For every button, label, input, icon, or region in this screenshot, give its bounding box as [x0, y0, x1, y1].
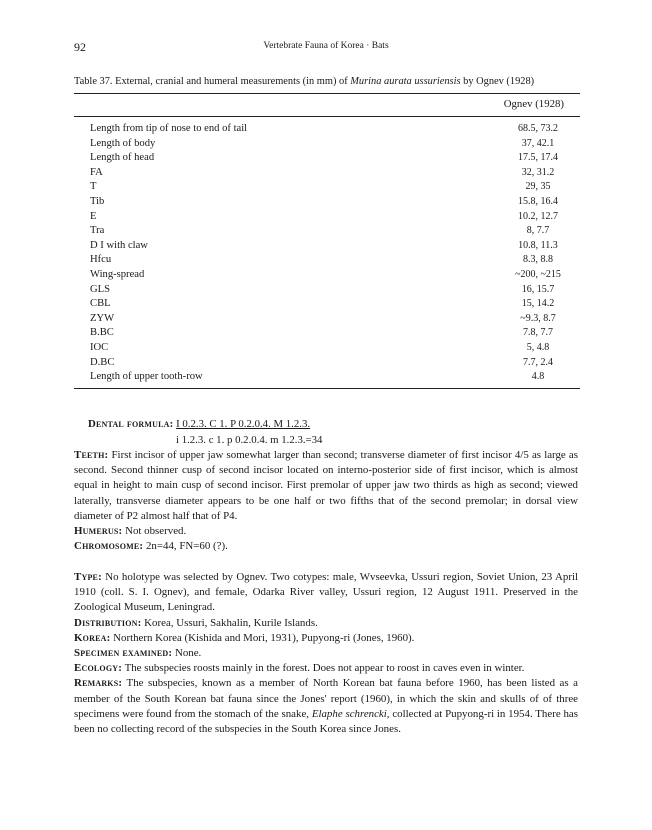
row-label: Tib [90, 195, 105, 207]
row-label: FA [90, 166, 103, 178]
row-value: ~9.3, 8.7 [520, 312, 556, 324]
ecology-paragraph [74, 661, 578, 676]
row-value: 29, 35 [525, 181, 551, 193]
row-label: IOC [90, 341, 109, 353]
humerus-paragraph [74, 524, 578, 539]
row-value: 68.5, 73.2 [518, 123, 558, 134]
table-row [74, 211, 580, 226]
distribution-paragraph [74, 616, 578, 631]
chromosome-paragraph [74, 539, 578, 554]
teeth-heading: Teeth: [74, 449, 109, 461]
table-row [74, 254, 580, 269]
row-value: 7.7, 2.4 [523, 356, 553, 368]
table-row [74, 313, 580, 328]
table-body [74, 117, 580, 388]
table-row [74, 196, 580, 211]
table-row [74, 240, 580, 255]
korea-paragraph [74, 631, 578, 646]
type-paragraph [74, 570, 578, 616]
table-caption [74, 76, 584, 87]
row-label: D.BC [90, 356, 115, 368]
specimen-text: None. [172, 647, 202, 660]
remarks-text-a: The subspecies, known as a member of North Korean bat fauna before 1960, has been listed as a member of the South Korean bat fauna since the Jones' report (1960), in which the skin and skulls of of three specimens were found from the stomach of the snake, [74, 677, 578, 720]
teeth-section [74, 448, 578, 554]
specimen-heading: Specimen examined: [74, 647, 173, 660]
table-row [74, 152, 580, 167]
running-head: Vertebrate Fauna of Korea · Bats [263, 41, 389, 51]
dental-formula-heading: Dental formula: [88, 418, 174, 430]
ecology-text: The subspecies roosts mainly in the forest. Does not appear to roost in caves even in winter. [122, 662, 525, 675]
chromosome-text: 2n=44, FN=60 (?). [143, 540, 228, 553]
korea-text: Northern Korea (Kishida and Mori, 1931), Pupyong-ri (Jones, 1960). [110, 631, 415, 644]
table-row [74, 138, 580, 153]
chromosome-heading: Chromosome: [74, 540, 144, 553]
dental-formula-upper-text: I 0.2.3. C 1. P 0.2.0.4. M 1.2.3. [176, 418, 311, 430]
row-value: 7.8, 7.7 [523, 327, 553, 339]
distribution-heading: Distribution: [74, 616, 142, 629]
row-label: Hfcu [90, 254, 112, 266]
row-label: CBL [90, 298, 111, 310]
row-label: Wing-spread [90, 268, 145, 280]
teeth-text: First incisor of upper jaw somewhat larger than second; transverse diameter of first incisor 4/5 as large as second. Second thinner cusp of second incisor located on interno-posterior side of first incisor, which is almost equal in height to main cusp of second incisor. First premolar of upper jaw two thirds as high as second; viewed laterally, transverse diameter appears to be one half or two fifths that of the second premolar; in dorsal view diameter of P2 almost half that of P4. [74, 449, 578, 522]
row-value: 8.3, 8.8 [523, 254, 553, 266]
table-row [74, 269, 580, 284]
row-value: 15.8, 16.4 [518, 195, 558, 207]
distribution-text: Korea, Ussuri, Sakhalin, Kurile Islands. [141, 616, 318, 629]
remarks-heading: Remarks: [74, 677, 123, 690]
caption-prefix: Table 37. External, cranial and humeral measurements (in mm) of [74, 76, 351, 87]
row-label: B.BC [90, 327, 114, 339]
remarks-text-b: , collected at Pupyong-ri in 1954. There has been no collecting record of the subspecies in the South Korea since Jones. [74, 707, 578, 736]
measurements-table [74, 93, 580, 389]
caption-species: Murina aurata ussuriensis [350, 76, 461, 87]
table-row [74, 327, 580, 342]
type-section [74, 570, 578, 737]
humerus-heading: Humerus: [74, 525, 123, 538]
column-header-ognev: Ognev (1928) [503, 98, 564, 110]
row-label: Length from tip of nose to end of tail [90, 123, 248, 134]
row-value: 10.2, 12.7 [518, 210, 558, 222]
korea-heading: Korea: [74, 631, 111, 644]
row-value: 15, 14.2 [521, 298, 555, 310]
table-row [74, 167, 580, 182]
caption-suffix: by Ognev (1928) [460, 76, 535, 87]
row-label: ZYW [90, 312, 115, 324]
table-row [74, 298, 580, 313]
humerus-text: Not observed. [122, 525, 187, 538]
row-value: 32, 31.2 [521, 166, 555, 178]
row-label: GLS [90, 283, 111, 295]
table-header [74, 94, 580, 117]
table-row [74, 181, 580, 196]
dental-formula-upper [88, 418, 310, 430]
row-label: Length of head [90, 152, 155, 164]
row-value: 16, 15.7 [521, 283, 555, 295]
table-row [74, 357, 580, 372]
table-row [74, 225, 580, 240]
row-label: T [90, 181, 97, 193]
row-label: E [90, 210, 97, 222]
row-label: D I with claw [90, 239, 148, 251]
page-number: 92 [74, 40, 86, 54]
type-text: No holotype was selected by Ognev. Two cotypes: male, Wvseevka, Ussuri region, Soviet Union, 23 April 1910 (coll. S. I. Ognev), and female, Odarka River valley, Ussuri region, 12 August 1911. Preserved in the Zoological Museum, Leningrad. [74, 571, 578, 614]
row-value: 8, 7.7 [526, 225, 550, 237]
ecology-heading: Ecology: [74, 662, 123, 675]
row-value: ~200, ~215 [515, 268, 561, 280]
row-value: 5, 4.8 [526, 341, 550, 353]
row-value: 37, 42.1 [521, 137, 555, 149]
remarks-snake-name: Elaphe schrencki [311, 707, 387, 720]
row-label: Tra [90, 225, 105, 237]
teeth-paragraph [74, 448, 578, 524]
row-value: 4.8 [531, 371, 545, 383]
row-label: Length of upper tooth-row [90, 371, 203, 383]
table-row [74, 371, 580, 386]
row-label: Length of body [90, 137, 156, 149]
type-heading: Type: [74, 571, 102, 583]
row-value: 10.8, 11.3 [518, 239, 558, 251]
specimen-paragraph [74, 646, 578, 661]
table-row [74, 284, 580, 299]
dental-formula-lower: i 1.2.3. c 1. p 0.2.0.4. m 1.2.3.=34 [176, 434, 323, 446]
table-row [74, 123, 580, 138]
table-row [74, 342, 580, 357]
row-value: 17.5, 17.4 [518, 152, 558, 164]
remarks-paragraph [74, 676, 578, 737]
